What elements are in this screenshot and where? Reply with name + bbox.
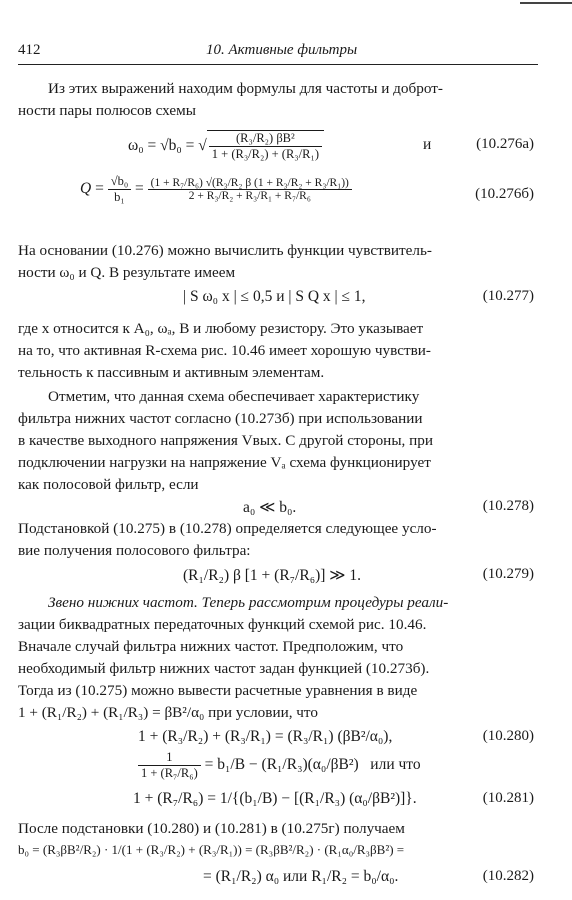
eq-and: и bbox=[423, 136, 432, 153]
eq-or: или что bbox=[370, 756, 421, 774]
text-line: На основании (10.276) можно вычислить функции чувствитель- bbox=[18, 242, 432, 259]
text-line: где x относится к A₀, ωₐ, B и любому резистору. Это указывает bbox=[18, 320, 424, 337]
text-line: Тогда из (10.275) можно вывести расчетные уравнения в виде bbox=[18, 682, 418, 699]
paragraph-3 bbox=[18, 318, 534, 384]
eq-denominator: 1 + (R₇/R₆) bbox=[141, 766, 198, 780]
equation-label: (10.276а) bbox=[476, 136, 534, 152]
equation-10-276a bbox=[18, 126, 534, 166]
eq-numerator: (R₃/R₂) βB² bbox=[209, 131, 322, 147]
text-line: в качестве выходного напряжения Vвых. С другой стороны, при bbox=[18, 432, 433, 449]
paragraph-2 bbox=[18, 240, 534, 284]
header-rule bbox=[18, 64, 538, 65]
chapter-title: 10. Активные фильтры bbox=[206, 42, 358, 58]
equation-label: (10.281) bbox=[482, 790, 534, 806]
eq-line: = (R₁/R₂) α₀ или R₁/R₂ = b₀/α₀. bbox=[203, 868, 399, 885]
equation-label: (10.279) bbox=[482, 566, 534, 582]
paragraph-6 bbox=[18, 592, 534, 724]
text-line: После подстановки (10.280) и (10.281) в (10.275г) получаем bbox=[18, 820, 405, 837]
eq-body: (R₁/R₂) β [1 + (R₇/R₆)] ≫ 1. bbox=[183, 567, 362, 584]
eq-numerator: (1 + R₇/R₆) √(R₃/R₂ β (1 + R₃/R₂ + R₃/R₁)) bbox=[148, 177, 352, 190]
equation-label: (10.276б) bbox=[475, 186, 534, 202]
text-line: Вначале случай фильтра нижних частот. Предположим, что bbox=[18, 638, 404, 655]
equation-label: (10.282) bbox=[482, 868, 534, 884]
text-line: подключении нагрузки на напряжение Vₐ схема функционирует bbox=[18, 454, 431, 471]
equation-10-280 bbox=[18, 728, 534, 784]
running-header bbox=[18, 40, 538, 64]
eq-numerator: √b₀ bbox=[108, 174, 131, 190]
paragraph-4 bbox=[18, 386, 534, 496]
eq-denominator: 2 + R₃/R₂ + R₃/R₁ + R₇/R₆ bbox=[188, 190, 311, 202]
text-line: Из этих выражений находим формулы для частоты и доброт- bbox=[48, 80, 443, 97]
eq-lhs: ω₀ = √b₀ = √ bbox=[128, 137, 207, 155]
text-line: зации биквадратных передаточных функций схемой рис. 10.46. bbox=[18, 616, 427, 633]
equation-label: (10.277) bbox=[482, 288, 534, 304]
text-line: Отметим, что данная схема обеспечивает характеристику bbox=[48, 388, 420, 405]
text-line: вие получения полосового фильтра: bbox=[18, 542, 251, 559]
paragraph-1 bbox=[18, 78, 534, 122]
paragraph-5 bbox=[18, 518, 534, 562]
text-line: 1 + (R₁/R₂) + (R₁/R₃) = βB²/α₀ при условии, что bbox=[18, 704, 318, 721]
equation-label: (10.280) bbox=[482, 728, 534, 744]
text-line: ности ω₀ и Q. В результате имеем bbox=[18, 264, 236, 281]
paragraph-7 bbox=[18, 818, 534, 840]
eq-line: 1 + (R₃/R₂) + (R₃/R₁) = (R₃/R₁) (βB²/α₀), bbox=[138, 728, 393, 745]
text-line: Звено нижних частот. Теперь рассмотрим процедуры реали- bbox=[48, 594, 449, 611]
eq-body: a₀ ≪ b₀. bbox=[243, 499, 297, 516]
eq-denominator: b₁ bbox=[114, 190, 125, 204]
eq-body: 1 + (R₇/R₆) = 1/{(b₁/B) − [(R₁/R₃) (α₀/βB²)]}. bbox=[133, 790, 417, 807]
equation-10-282 bbox=[18, 842, 534, 898]
eq-numerator: 1 bbox=[138, 750, 201, 766]
text-line: фильтра нижних частот согласно (10.273б) при использовании bbox=[18, 410, 423, 427]
text-line: Подстановкой (10.275) в (10.278) определяется следующее усло- bbox=[18, 520, 437, 537]
eq-line: b₀ = (R₃βB²/R₂) · 1/(1 + (R₃/R₂) + (R₃/R₁)) = (R₃βB²/R₂) · (R₁α₀/R₃βB²) = bbox=[18, 842, 405, 857]
page-edge-mark bbox=[520, 2, 572, 4]
eq-denominator: 1 + (R₃/R₂) + (R₃/R₁) bbox=[211, 147, 319, 161]
text-line: как полосовой фильтр, если bbox=[18, 476, 199, 493]
eq-middle: = b₁/B − (R₁/R₃)(α₀/βB²) bbox=[204, 756, 359, 774]
text-line: на то, что активная R-схема рис. 10.46 имеет хорошую чувстви- bbox=[18, 342, 431, 359]
text-line: необходимый фильтр нижних частот задан функцией (10.273б). bbox=[18, 660, 430, 677]
eq-body: | S ω₀ x | ≤ 0,5 и | S Q x | ≤ 1, bbox=[183, 288, 366, 305]
text-line: ности пары полюсов схемы bbox=[18, 102, 196, 119]
page-number: 412 bbox=[18, 42, 41, 58]
equation-label: (10.278) bbox=[482, 498, 534, 514]
equation-10-276b: Q = $\frac{\text{√b₀}}{\text{b₁}}$ = $\frac{\text{(1 + R₇/R₆) √(R₃/R₂ β (1 + R₃/R₂ + R₃/R₁))}}{\text{2 + R₃/R₂ + R₃/R₁ + R₇/R₆}}$ (10.276б) bbox=[80, 174, 534, 204]
text-line: тельность к пассивным и активным элементам. bbox=[18, 364, 325, 381]
